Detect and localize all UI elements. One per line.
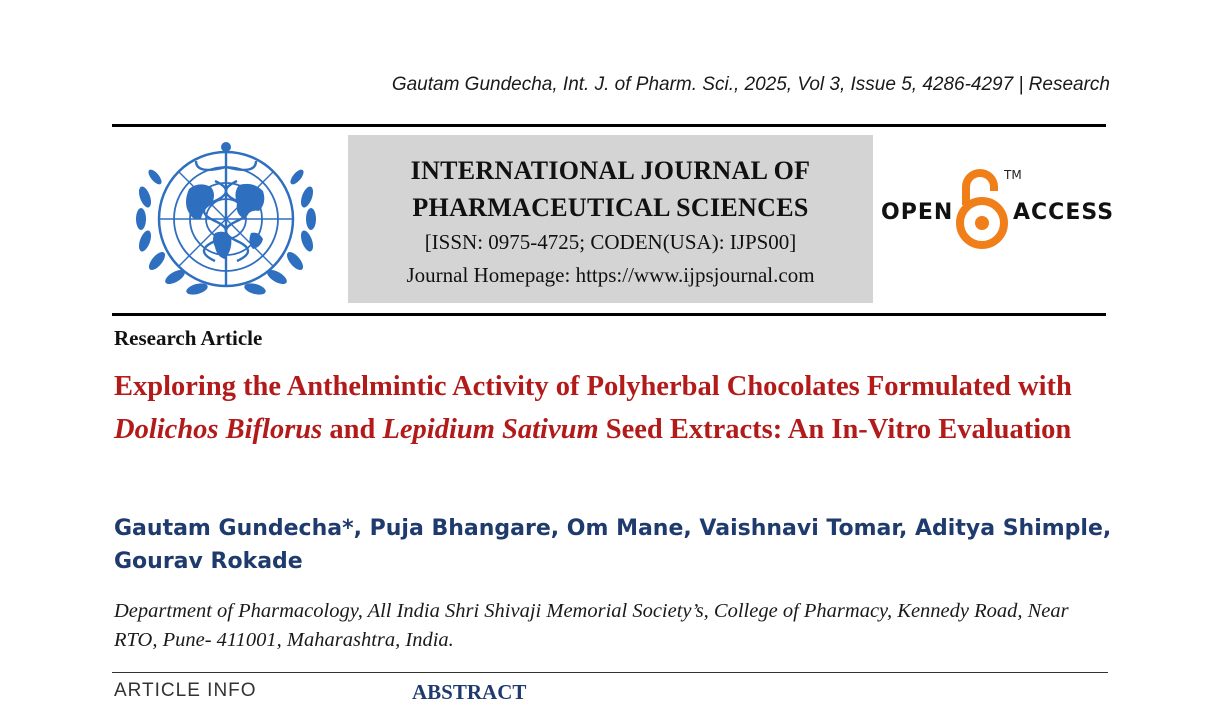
- masthead-rule: [112, 313, 1106, 316]
- journal-name-line1: INTERNATIONAL JOURNAL OF: [410, 156, 811, 185]
- title-text: and: [322, 414, 383, 445]
- top-rule: [112, 124, 1106, 127]
- open-lock-icon: [954, 165, 1010, 251]
- title-text: Seed Extracts: An In-Vitro Evaluation: [598, 414, 1072, 445]
- title-species-1: Dolichos Biflorus: [114, 414, 323, 445]
- un-emblem-caduceus-icon: [127, 137, 325, 307]
- journal-issn: [ISSN: 0975-4725; CODEN(USA): IJPS00]: [424, 230, 797, 254]
- article-info-heading: ARTICLE INFO: [114, 680, 257, 701]
- section-rule: [112, 672, 1108, 673]
- journal-name: [348, 152, 873, 226]
- running-head: Gautam Gundecha, Int. J. of Pharm. Sci., 2025, Vol 3, Issue 5, 4286-4297 | Research: [391, 74, 1110, 95]
- affiliation: Department of Pharmacology, All India Shri Shivaji Memorial Society’s, College of Pharmacy, Kennedy Road, Near RTO, Pune- 411001, Maharashtra, India.: [114, 600, 1069, 651]
- author-list: Gautam Gundecha*, Puja Bhangare, Om Mane, Vaishnavi Tomar, Aditya Shimple, Gourav Rokade: [114, 516, 1112, 574]
- article-type: Research Article: [114, 326, 263, 350]
- abstract-heading: ABSTRACT: [412, 680, 527, 704]
- journal-masthead: [348, 135, 873, 303]
- title-species-2: Lepidium Sativum: [382, 414, 599, 445]
- journal-homepage[interactable]: Journal Homepage: https://www.ijpsjournal.com: [406, 263, 815, 287]
- open-access-open-text: OPEN: [881, 200, 954, 225]
- open-access-access-text: ACCESS: [1013, 200, 1115, 225]
- paper-title: [114, 365, 1114, 451]
- journal-name-line2: PHARMACEUTICAL SCIENCES: [412, 193, 809, 222]
- open-access-logo: [880, 165, 1115, 255]
- title-text: Exploring the Anthelmintic Activity of Polyherbal Chocolates Formulated with: [114, 371, 1072, 402]
- trademark-mark: TM: [1004, 168, 1022, 182]
